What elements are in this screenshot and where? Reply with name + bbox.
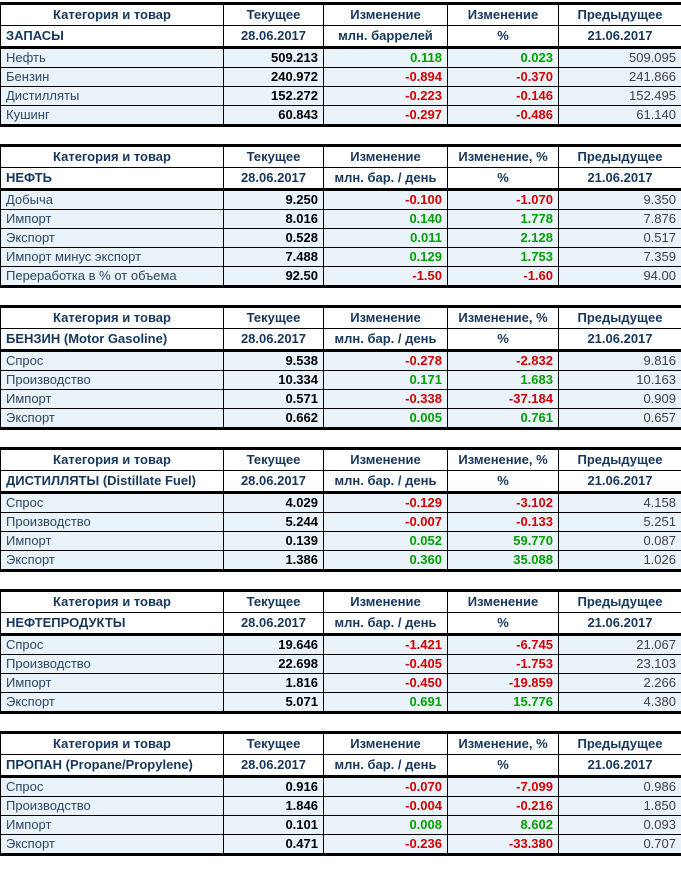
col-header-change-pct: Изменение, % bbox=[448, 146, 559, 168]
table-gasoline bbox=[0, 305, 681, 430]
table-crude-oil bbox=[0, 144, 681, 288]
table-row bbox=[1, 68, 681, 87]
row-label: Импорт минус экспорт bbox=[1, 248, 224, 267]
col-header-change-pct: Изменение bbox=[448, 4, 559, 26]
current-date: 28.06.2017 bbox=[224, 755, 324, 777]
current-value: 0.916 bbox=[224, 777, 324, 797]
current-value: 92.50 bbox=[224, 267, 324, 287]
table-row bbox=[1, 190, 681, 210]
change-pct-value: -1.753 bbox=[448, 655, 559, 674]
change-pct-value: 2.128 bbox=[448, 229, 559, 248]
previous-date: 21.06.2017 bbox=[559, 755, 681, 777]
previous-value: 0.093 bbox=[559, 816, 681, 835]
col-header-current: Текущее bbox=[224, 733, 324, 755]
col-header-change-pct: Изменение bbox=[448, 591, 559, 613]
table-title: ДИСТИЛЛЯТЫ (Distillate Fuel) bbox=[1, 471, 224, 493]
table-row bbox=[1, 674, 681, 693]
table-row bbox=[1, 371, 681, 390]
change-value: -0.338 bbox=[324, 390, 448, 409]
previous-value: 94.00 bbox=[559, 267, 681, 287]
previous-date: 21.06.2017 bbox=[559, 329, 681, 351]
table-distillates bbox=[0, 447, 681, 572]
current-value: 0.101 bbox=[224, 816, 324, 835]
change-value: -0.894 bbox=[324, 68, 448, 87]
previous-value: 0.909 bbox=[559, 390, 681, 409]
change-pct-value: 15.776 bbox=[448, 693, 559, 713]
current-date: 28.06.2017 bbox=[224, 329, 324, 351]
change-pct-value: -2.832 bbox=[448, 351, 559, 371]
current-value: 1.816 bbox=[224, 674, 324, 693]
table-row bbox=[1, 351, 681, 371]
change-pct-value: -7.099 bbox=[448, 777, 559, 797]
col-header-change: Изменение bbox=[324, 449, 448, 471]
change-pct-value: -37.184 bbox=[448, 390, 559, 409]
percent-label: % bbox=[448, 168, 559, 190]
previous-value: 9.350 bbox=[559, 190, 681, 210]
table-row bbox=[1, 48, 681, 68]
current-value: 9.538 bbox=[224, 351, 324, 371]
change-value: 0.691 bbox=[324, 693, 448, 713]
col-header-previous: Предыдущее bbox=[559, 146, 681, 168]
current-value: 0.571 bbox=[224, 390, 324, 409]
previous-date: 21.06.2017 bbox=[559, 26, 681, 48]
change-value: -0.223 bbox=[324, 87, 448, 106]
previous-value: 152.495 bbox=[559, 87, 681, 106]
percent-label: % bbox=[448, 471, 559, 493]
table-title-row bbox=[1, 329, 681, 351]
row-label: Дистилляты bbox=[1, 87, 224, 106]
row-label: Кушинг bbox=[1, 106, 224, 126]
unit-label: млн. бар. / день bbox=[324, 168, 448, 190]
column-header-row bbox=[1, 733, 681, 755]
table-title-row bbox=[1, 168, 681, 190]
table-petroleum-products bbox=[0, 589, 681, 714]
table-row bbox=[1, 493, 681, 513]
unit-label: млн. бар. / день bbox=[324, 613, 448, 635]
current-value: 152.272 bbox=[224, 87, 324, 106]
row-label: Производство bbox=[1, 797, 224, 816]
previous-value: 0.986 bbox=[559, 777, 681, 797]
previous-value: 7.359 bbox=[559, 248, 681, 267]
change-pct-value: -1.60 bbox=[448, 267, 559, 287]
change-value: -0.236 bbox=[324, 835, 448, 855]
col-header-change: Изменение bbox=[324, 4, 448, 26]
previous-value: 0.517 bbox=[559, 229, 681, 248]
previous-value: 509.095 bbox=[559, 48, 681, 68]
col-header-change: Изменение bbox=[324, 146, 448, 168]
table-row bbox=[1, 551, 681, 571]
row-label: Экспорт bbox=[1, 551, 224, 571]
change-value: -0.007 bbox=[324, 513, 448, 532]
row-label: Спрос bbox=[1, 777, 224, 797]
change-value: 0.129 bbox=[324, 248, 448, 267]
row-label: Импорт bbox=[1, 816, 224, 835]
col-header-previous: Предыдущее bbox=[559, 591, 681, 613]
row-label: Спрос bbox=[1, 635, 224, 655]
row-label: Добыча bbox=[1, 190, 224, 210]
percent-label: % bbox=[448, 755, 559, 777]
table-propane bbox=[0, 731, 681, 856]
column-header-row bbox=[1, 146, 681, 168]
col-header-change: Изменение bbox=[324, 591, 448, 613]
table-title: ПРОПАН (Propane/Propylene) bbox=[1, 755, 224, 777]
change-value: -0.129 bbox=[324, 493, 448, 513]
table-row bbox=[1, 835, 681, 855]
current-value: 7.488 bbox=[224, 248, 324, 267]
row-label: Импорт bbox=[1, 210, 224, 229]
current-value: 240.972 bbox=[224, 68, 324, 87]
row-label: Экспорт bbox=[1, 229, 224, 248]
table-row bbox=[1, 777, 681, 797]
col-header-change-pct: Изменение, % bbox=[448, 733, 559, 755]
change-pct-value: -0.216 bbox=[448, 797, 559, 816]
current-value: 22.698 bbox=[224, 655, 324, 674]
current-date: 28.06.2017 bbox=[224, 613, 324, 635]
table-row bbox=[1, 106, 681, 126]
change-pct-value: -0.133 bbox=[448, 513, 559, 532]
change-value: -0.070 bbox=[324, 777, 448, 797]
unit-label: млн. бар. / день bbox=[324, 329, 448, 351]
previous-value: 0.087 bbox=[559, 532, 681, 551]
table-row bbox=[1, 267, 681, 287]
change-pct-value: 0.023 bbox=[448, 48, 559, 68]
change-pct-value: -0.486 bbox=[448, 106, 559, 126]
change-value: 0.171 bbox=[324, 371, 448, 390]
unit-label: млн. бар. / день bbox=[324, 471, 448, 493]
row-label: Экспорт bbox=[1, 409, 224, 429]
change-pct-value: -0.146 bbox=[448, 87, 559, 106]
current-date: 28.06.2017 bbox=[224, 471, 324, 493]
percent-label: % bbox=[448, 26, 559, 48]
current-value: 9.250 bbox=[224, 190, 324, 210]
change-value: 0.140 bbox=[324, 210, 448, 229]
current-value: 60.843 bbox=[224, 106, 324, 126]
table-title: НЕФТЬ bbox=[1, 168, 224, 190]
col-header-category: Категория и товар bbox=[1, 4, 224, 26]
row-label: Производство bbox=[1, 371, 224, 390]
col-header-previous: Предыдущее bbox=[559, 4, 681, 26]
current-date: 28.06.2017 bbox=[224, 26, 324, 48]
col-header-category: Категория и товар bbox=[1, 733, 224, 755]
previous-value: 61.140 bbox=[559, 106, 681, 126]
change-value: -1.50 bbox=[324, 267, 448, 287]
current-value: 10.334 bbox=[224, 371, 324, 390]
change-pct-value: 1.683 bbox=[448, 371, 559, 390]
change-pct-value: -19.859 bbox=[448, 674, 559, 693]
col-header-previous: Предыдущее bbox=[559, 733, 681, 755]
row-label: Переработка в % от объема bbox=[1, 267, 224, 287]
current-date: 28.06.2017 bbox=[224, 168, 324, 190]
col-header-category: Категория и товар bbox=[1, 591, 224, 613]
row-label: Импорт bbox=[1, 390, 224, 409]
table-row bbox=[1, 210, 681, 229]
row-label: Импорт bbox=[1, 674, 224, 693]
col-header-current: Текущее bbox=[224, 591, 324, 613]
table-title: НЕФТЕПРОДУКТЫ bbox=[1, 613, 224, 635]
change-value: -0.278 bbox=[324, 351, 448, 371]
previous-value: 9.816 bbox=[559, 351, 681, 371]
current-value: 1.846 bbox=[224, 797, 324, 816]
change-pct-value: -1.070 bbox=[448, 190, 559, 210]
previous-value: 1.850 bbox=[559, 797, 681, 816]
previous-value: 23.103 bbox=[559, 655, 681, 674]
current-value: 0.528 bbox=[224, 229, 324, 248]
change-value: 0.052 bbox=[324, 532, 448, 551]
percent-label: % bbox=[448, 613, 559, 635]
previous-value: 10.163 bbox=[559, 371, 681, 390]
change-value: 0.005 bbox=[324, 409, 448, 429]
current-value: 0.139 bbox=[224, 532, 324, 551]
col-header-category: Категория и товар bbox=[1, 146, 224, 168]
change-pct-value: 59.770 bbox=[448, 532, 559, 551]
row-label: Спрос bbox=[1, 351, 224, 371]
previous-date: 21.06.2017 bbox=[559, 168, 681, 190]
change-pct-value: 8.602 bbox=[448, 816, 559, 835]
table-title-row bbox=[1, 471, 681, 493]
change-value: -0.297 bbox=[324, 106, 448, 126]
change-value: 0.118 bbox=[324, 48, 448, 68]
table-row bbox=[1, 816, 681, 835]
column-header-row bbox=[1, 4, 681, 26]
table-row bbox=[1, 693, 681, 713]
table-title-row bbox=[1, 613, 681, 635]
previous-value: 21.067 bbox=[559, 635, 681, 655]
table-row bbox=[1, 532, 681, 551]
row-label: Спрос bbox=[1, 493, 224, 513]
col-header-change-pct: Изменение, % bbox=[448, 307, 559, 329]
change-pct-value: 1.753 bbox=[448, 248, 559, 267]
current-value: 8.016 bbox=[224, 210, 324, 229]
previous-value: 0.707 bbox=[559, 835, 681, 855]
report-root bbox=[0, 2, 681, 856]
row-label: Экспорт bbox=[1, 693, 224, 713]
change-pct-value: -3.102 bbox=[448, 493, 559, 513]
current-value: 5.071 bbox=[224, 693, 324, 713]
row-label: Бензин bbox=[1, 68, 224, 87]
current-value: 5.244 bbox=[224, 513, 324, 532]
col-header-current: Текущее bbox=[224, 449, 324, 471]
unit-label: млн. бар. / день bbox=[324, 755, 448, 777]
col-header-category: Категория и товар bbox=[1, 449, 224, 471]
current-value: 0.471 bbox=[224, 835, 324, 855]
previous-value: 4.380 bbox=[559, 693, 681, 713]
col-header-category: Категория и товар bbox=[1, 307, 224, 329]
change-value: -0.405 bbox=[324, 655, 448, 674]
change-value: -0.004 bbox=[324, 797, 448, 816]
table-row bbox=[1, 248, 681, 267]
row-label: Импорт bbox=[1, 532, 224, 551]
previous-value: 2.266 bbox=[559, 674, 681, 693]
change-value: -0.450 bbox=[324, 674, 448, 693]
change-value: -1.421 bbox=[324, 635, 448, 655]
current-value: 509.213 bbox=[224, 48, 324, 68]
col-header-previous: Предыдущее bbox=[559, 307, 681, 329]
col-header-current: Текущее bbox=[224, 307, 324, 329]
change-value: -0.100 bbox=[324, 190, 448, 210]
current-value: 4.029 bbox=[224, 493, 324, 513]
change-pct-value: -0.370 bbox=[448, 68, 559, 87]
col-header-change-pct: Изменение, % bbox=[448, 449, 559, 471]
table-title-row bbox=[1, 755, 681, 777]
row-label: Экспорт bbox=[1, 835, 224, 855]
col-header-current: Текущее bbox=[224, 4, 324, 26]
current-value: 19.646 bbox=[224, 635, 324, 655]
table-row bbox=[1, 229, 681, 248]
col-header-change: Изменение bbox=[324, 733, 448, 755]
table-title: ЗАПАСЫ bbox=[1, 26, 224, 48]
unit-label: млн. баррелей bbox=[324, 26, 448, 48]
previous-value: 0.657 bbox=[559, 409, 681, 429]
change-pct-value: 1.778 bbox=[448, 210, 559, 229]
change-pct-value: 35.088 bbox=[448, 551, 559, 571]
previous-value: 241.866 bbox=[559, 68, 681, 87]
column-header-row bbox=[1, 591, 681, 613]
table-row bbox=[1, 390, 681, 409]
table-row bbox=[1, 409, 681, 429]
row-label: Производство bbox=[1, 513, 224, 532]
change-value: 0.360 bbox=[324, 551, 448, 571]
table-stocks bbox=[0, 2, 681, 127]
col-header-change: Изменение bbox=[324, 307, 448, 329]
table-row bbox=[1, 635, 681, 655]
change-pct-value: -33.380 bbox=[448, 835, 559, 855]
percent-label: % bbox=[448, 329, 559, 351]
table-title-row bbox=[1, 26, 681, 48]
previous-value: 5.251 bbox=[559, 513, 681, 532]
current-value: 1.386 bbox=[224, 551, 324, 571]
row-label: Производство bbox=[1, 655, 224, 674]
change-value: 0.008 bbox=[324, 816, 448, 835]
col-header-current: Текущее bbox=[224, 146, 324, 168]
current-value: 0.662 bbox=[224, 409, 324, 429]
previous-value: 7.876 bbox=[559, 210, 681, 229]
table-row bbox=[1, 797, 681, 816]
column-header-row bbox=[1, 449, 681, 471]
table-title: БЕНЗИН (Motor Gasoline) bbox=[1, 329, 224, 351]
previous-date: 21.06.2017 bbox=[559, 471, 681, 493]
previous-value: 4.158 bbox=[559, 493, 681, 513]
previous-value: 1.026 bbox=[559, 551, 681, 571]
table-row bbox=[1, 655, 681, 674]
col-header-previous: Предыдущее bbox=[559, 449, 681, 471]
change-pct-value: -6.745 bbox=[448, 635, 559, 655]
row-label: Нефть bbox=[1, 48, 224, 68]
table-row bbox=[1, 513, 681, 532]
previous-date: 21.06.2017 bbox=[559, 613, 681, 635]
change-pct-value: 0.761 bbox=[448, 409, 559, 429]
change-value: 0.011 bbox=[324, 229, 448, 248]
column-header-row bbox=[1, 307, 681, 329]
table-row bbox=[1, 87, 681, 106]
